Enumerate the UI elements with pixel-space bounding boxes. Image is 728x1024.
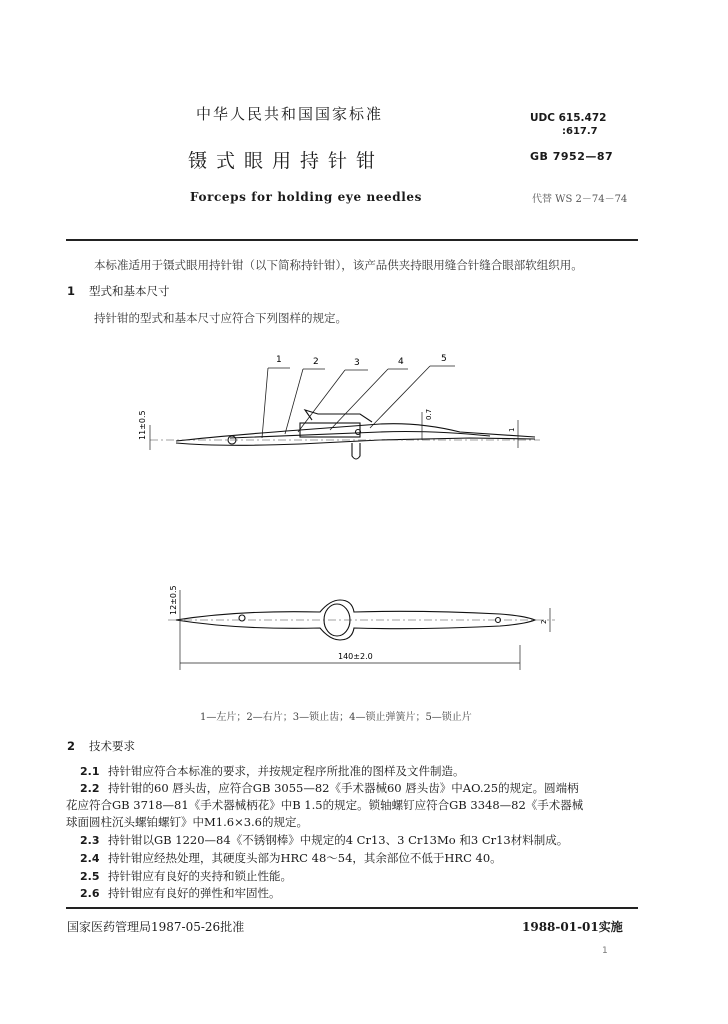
lock-pin — [352, 443, 360, 459]
dim-small-label: 0.7 — [425, 408, 433, 420]
clause-text: 持针钳应符合本标准的要求，并按规定程序所批准的图样及文件制造。 — [108, 764, 465, 778]
leader-line-1 — [262, 368, 290, 438]
clause-number: 2.1 — [80, 765, 100, 778]
callout-2: 2 — [313, 357, 319, 367]
header-rule — [66, 239, 638, 241]
dim-right-label: 1 — [508, 427, 516, 432]
leader-line-2 — [285, 369, 325, 434]
clause-number: 2.4 — [80, 852, 100, 865]
clause-2-1 — [80, 764, 465, 779]
clause-number: 2.5 — [80, 870, 100, 883]
dim-top-label: 12±0.5 — [169, 585, 178, 615]
callout-5: 5 — [441, 354, 447, 364]
approval-line: 国家医药管理局1987-05-26批准 — [67, 920, 245, 934]
intro-paragraph: 本标准适用于镊式眼用持针钳（以下简称持针钳），该产品供夹持眼用缝合针缝合眼部软组织用。 — [94, 258, 583, 272]
dim-tip-label: 2 — [540, 619, 548, 624]
effective-date: 1988-01-01实施 — [522, 920, 623, 934]
callout-4: 4 — [398, 357, 404, 367]
leader-line-4 — [330, 369, 408, 430]
clause-2-2-cont: 花应符合GB 3718—81《手术器械柄花》中B 1.5的规定。锁轴螺钉应符合GB 3348—82《手术器械 — [66, 798, 584, 812]
udc-code: UDC 615.472 — [530, 112, 607, 124]
dim-length-label: 140±2.0 — [338, 652, 373, 661]
gb-code: GB 7952—87 — [530, 150, 614, 163]
clause-2-2 — [80, 781, 579, 796]
section-2-number: 2 — [67, 739, 76, 753]
document-title-cn: 镊式眼用持针钳 — [188, 150, 385, 172]
side-view-drawing — [0, 340, 728, 480]
clause-2-4 — [80, 851, 502, 866]
section-1-number: 1 — [67, 284, 76, 298]
top-view-drawing — [0, 570, 728, 680]
section-1-heading — [67, 283, 170, 299]
replaces-note: 代替 WS 2－74－74 — [532, 194, 628, 205]
clause-text: 持针钳的60 唇头齿，应符合GB 3055—82《手术器械60 唇头齿》中AO.25的规定。圆端柄 — [108, 781, 579, 795]
callout-1: 1 — [276, 355, 282, 365]
clause-number: 2.6 — [80, 887, 100, 900]
section-2-heading — [67, 738, 135, 754]
clause-text: 持针钳应有良好的弹性和牢固性。 — [108, 886, 281, 900]
udc-code-sub: :617.7 — [562, 126, 598, 137]
clause-number: 2.3 — [80, 834, 100, 847]
clause-number: 2.2 — [80, 782, 100, 795]
clause-2-6 — [80, 886, 281, 901]
section-2-title: 技术要求 — [89, 739, 135, 753]
page-number: 1 — [602, 946, 608, 956]
footer-rule — [66, 907, 638, 909]
callout-3: 3 — [354, 358, 360, 368]
dim-left-label: 11±0.5 — [138, 410, 147, 440]
clause-2-3 — [80, 833, 568, 848]
section-1-title: 型式和基本尺寸 — [89, 284, 170, 298]
section-1-text: 持针钳的型式和基本尺寸应符合下列图样的规定。 — [94, 311, 347, 325]
national-standard-heading: 中华人民共和国国家标准 — [196, 105, 384, 123]
clause-text: 持针钳以GB 1220—84《不锈钢棒》中规定的4 Cr13、3 Cr13Mo 和3 Cr13材料制成。 — [108, 833, 569, 847]
leader-line-5 — [370, 366, 455, 428]
figure-legend: 1—左片；2—右片；3—锁止齿；4—锁止弹簧片；5—锁止片 — [200, 712, 472, 723]
lock-spring — [305, 410, 372, 422]
forceps-lower-arm — [176, 438, 535, 445]
clause-2-2-cont2: 球面圆柱沉头螺铂螺钉》中M1.6×3.6的规定。 — [66, 815, 308, 829]
clause-text: 持针钳应有良好的夹持和锁止性能。 — [108, 869, 292, 883]
document-title-en: Forceps for holding eye needles — [190, 190, 423, 204]
clause-2-5 — [80, 869, 292, 884]
clause-text: 持针钳应经热处理，其硬度头部为HRC 48～54，其余部位不低于HRC 40。 — [108, 851, 502, 865]
